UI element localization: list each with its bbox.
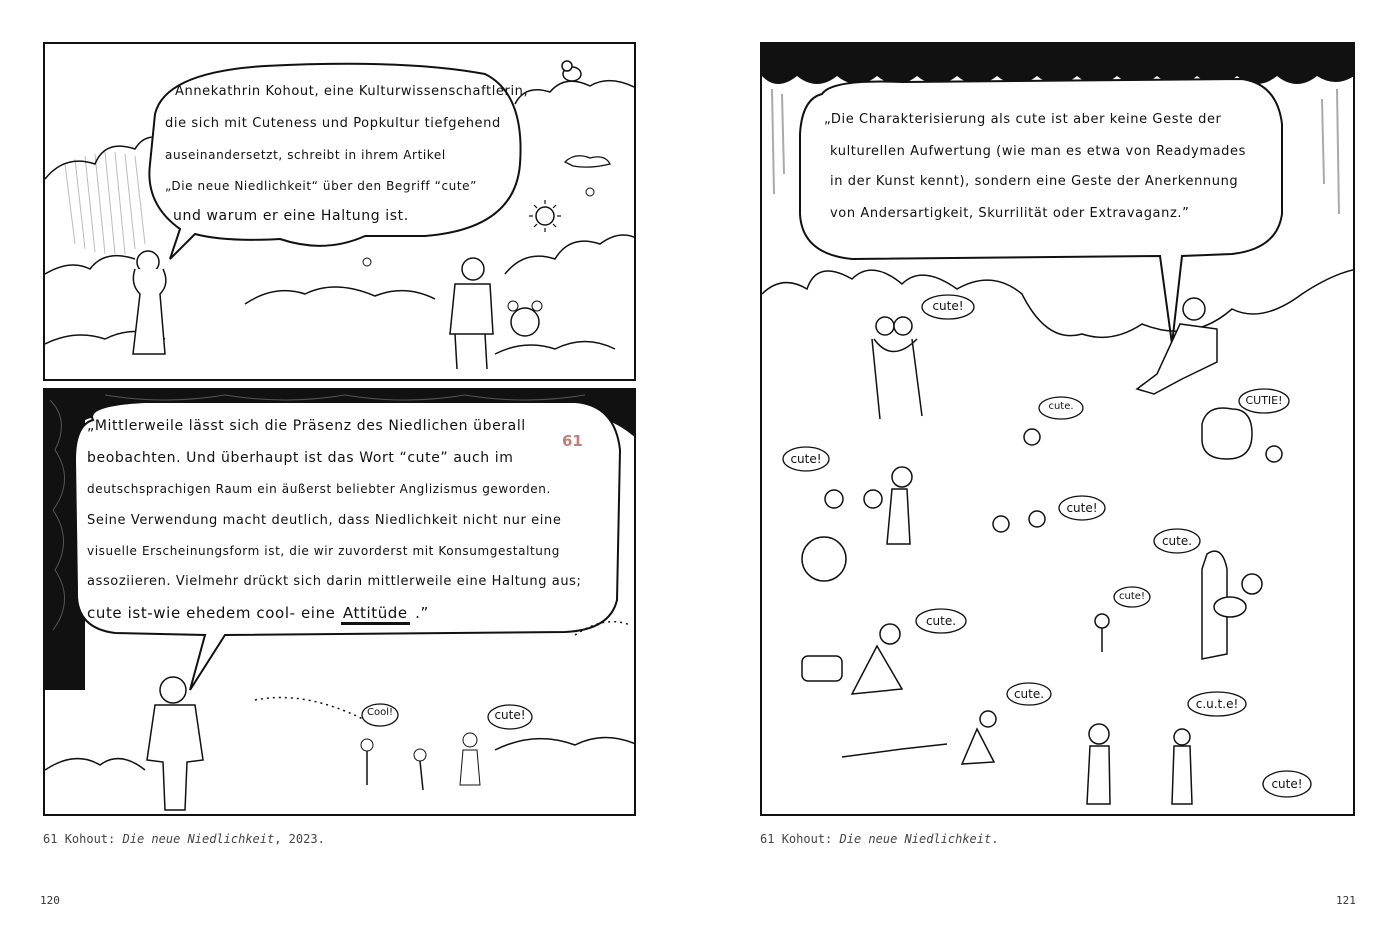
page-number-right: 121 — [1336, 894, 1356, 907]
small-bubble: cute! — [932, 299, 964, 313]
footnote-marker: 61 — [562, 432, 583, 450]
speech-line: und warum er eine Haltung ist. — [173, 208, 409, 224]
footnote-title: Die neue Niedlichkeit — [839, 832, 992, 846]
speech-line: von Andersartigkeit, Skurrilität oder Extravaganz.” — [830, 206, 1190, 221]
speech-line: die sich mit Cuteness und Popkultur tiefgehend — [165, 116, 501, 131]
speech-line: „Mittlerweile lässt sich die Präsenz des Niedlichen überall — [87, 418, 526, 434]
speech-line-end: .” — [415, 604, 429, 622]
left-panel-bottom — [43, 388, 636, 816]
small-bubble: cute! — [790, 452, 822, 466]
speech-line: beobachten. Und überhaupt ist das Wort “cute” auch im — [87, 450, 514, 466]
small-bubble: cute. — [925, 614, 957, 628]
speech-line: „Die neue Niedlichkeit“ über den Begriff “cute” — [165, 179, 477, 193]
footnote-number: 61 — [760, 832, 775, 846]
speech-line: auseinandersetzt, schreibt in ihrem Artikel — [165, 148, 446, 162]
footnote-number: 61 — [43, 832, 58, 846]
speech-line: „Die Charakterisierung als cute ist aber keine Geste der — [824, 112, 1222, 127]
footnote-rest: , 2023. — [274, 832, 325, 846]
left-panel-top — [43, 42, 636, 381]
small-bubble: cute! — [1066, 501, 1098, 515]
small-bubble: c.u.t.e! — [1195, 697, 1239, 711]
speech-line: Seine Verwendung macht deutlich, dass Niedlichkeit nicht nur eine — [87, 513, 562, 528]
page-number-left: 120 — [40, 894, 60, 907]
small-bubble-cool: Cool! — [366, 707, 393, 718]
small-bubble: cute! — [1119, 591, 1145, 602]
right-panel — [760, 42, 1355, 816]
speech-line: Annekathrin Kohout, eine Kulturwissenschaftlerin, — [175, 84, 529, 99]
speech-line: in der Kunst kennt), sondern eine Geste der Anerkennung — [830, 174, 1239, 189]
speech-line: visuelle Erscheinungsform ist, die wir zuvorderst mit Konsumgestaltung — [87, 544, 560, 558]
small-bubble: cute! — [1271, 777, 1303, 791]
small-bubble: cute. — [1161, 534, 1193, 548]
speech-line: deutschsprachigen Raum ein äußerst beliebter Anglizismus geworden. — [87, 482, 551, 496]
small-bubble: cute. — [1048, 401, 1074, 412]
speech-line: assoziieren. Vielmehr drückt sich darin mittlerweile eine Haltung aus; — [87, 574, 582, 589]
small-bubble: cute. — [1013, 687, 1045, 701]
footnote-author: Kohout: — [64, 832, 116, 846]
small-bubble-cute: cute! — [494, 708, 526, 722]
speech-underlined-word: Attitüde — [341, 604, 410, 625]
footnote-author: Kohout: — [781, 832, 833, 846]
left-footnote — [43, 832, 325, 846]
speech-line-start: cute ist-wie ehedem cool- eine — [87, 604, 336, 622]
speech-last-line — [87, 604, 429, 622]
small-bubble: CUTIE! — [1245, 394, 1283, 407]
right-footnote — [760, 832, 998, 846]
speech-line: kulturellen Aufwertung (wie man es etwa von Readymades — [830, 144, 1246, 159]
right-panel-illustration — [762, 44, 1355, 816]
footnote-rest: . — [991, 832, 999, 846]
footnote-title: Die neue Niedlichkeit — [122, 832, 275, 846]
